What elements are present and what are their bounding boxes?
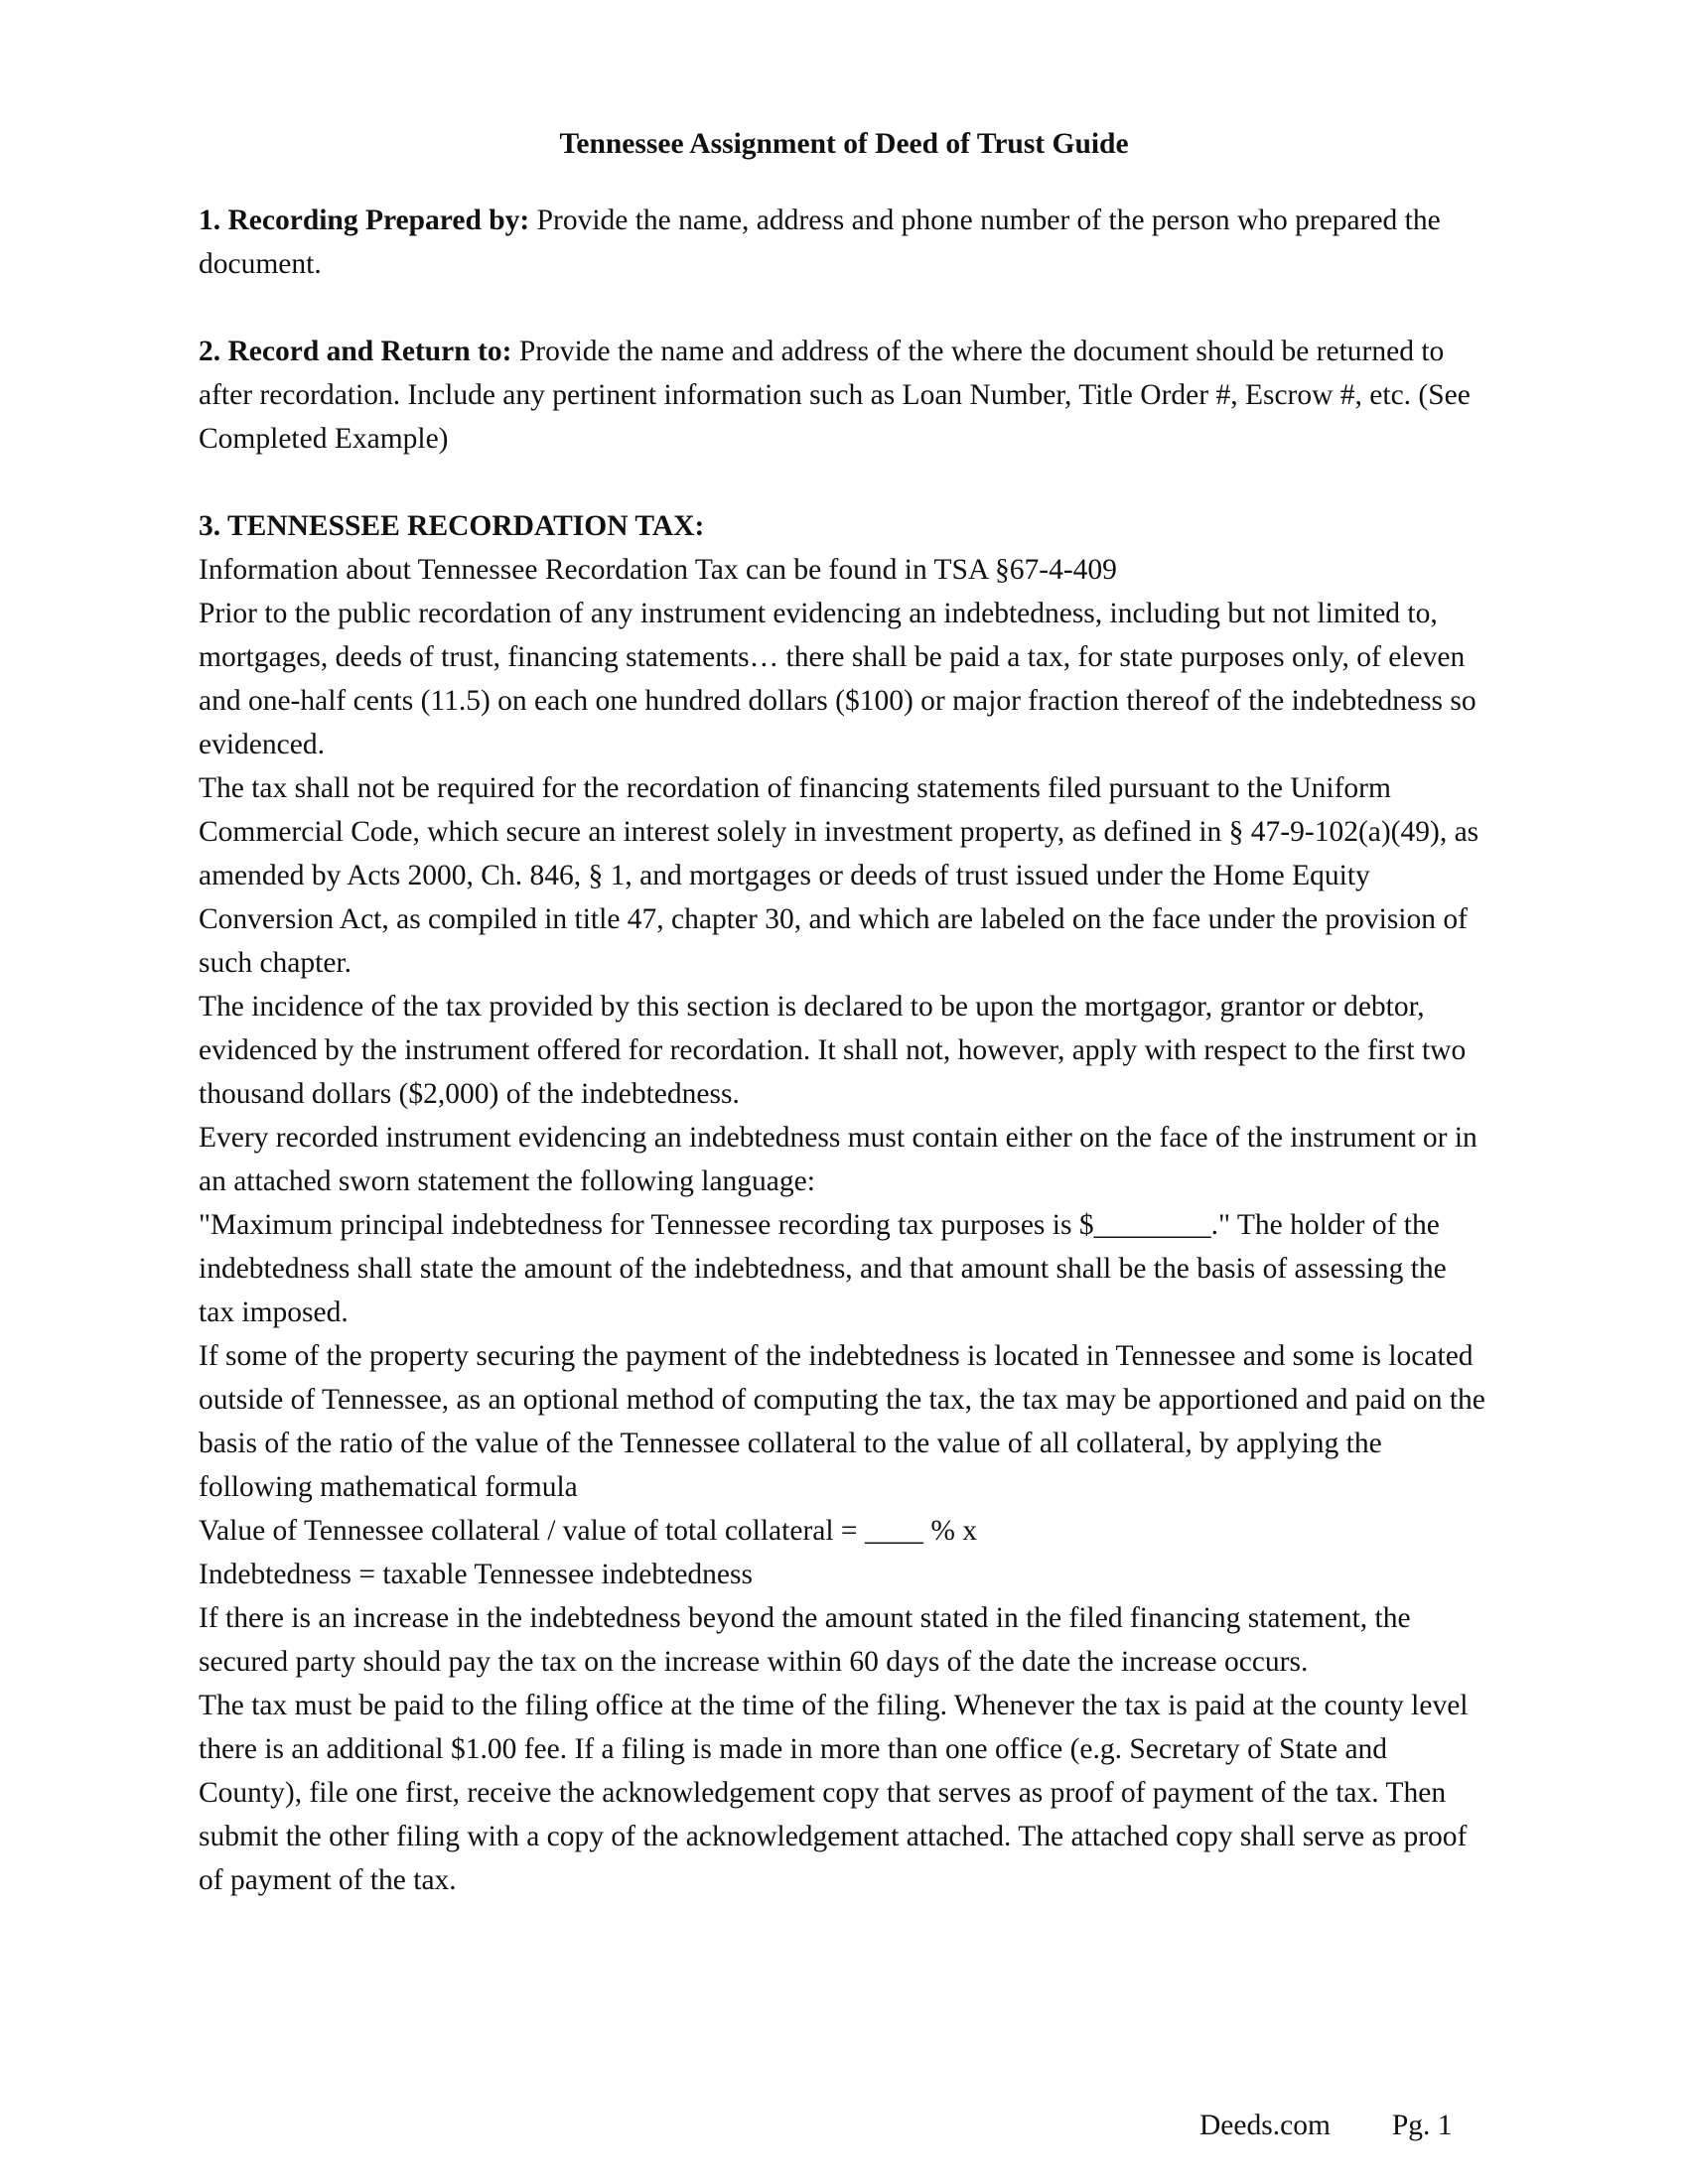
tax-paragraph-required-language: Every recorded instrument evidencing an indebtedness must contain either on the face of the instrument or in an attached sworn statement the following language: [199, 1122, 1477, 1197]
document-title: Tennessee Assignment of Deed of Trust Guide [559, 128, 1129, 160]
tax-formula-line-1: Value of Tennessee collateral / value of total collateral = ____ % x [199, 1515, 978, 1547]
document-body [199, 199, 1489, 1946]
footer-site-name: Deeds.com [1199, 2110, 1331, 2141]
section-heading: 3. TENNESSEE RECORDATION TAX: [199, 510, 705, 542]
tax-paragraph-exemptions: The tax shall not be required for the recordation of financing statements filed pursuant to the Uniform Commercial Code, which secure an interest solely in investment property, as defined in § 47-9-102(a)(49), as amended by Acts 2000, Ch. 846, § 1, and mortgages or deeds of trust issued under the Home Equity Conversion Act, as compiled in title 47, chapter 30, and which are labeled on the face under the provision of such chapter. [199, 772, 1479, 979]
tax-paragraph-apportionment: If some of the property securing the payment of the indebtedness is located in Tennessee and some is located outside of Tennessee, as an optional method of computing the tax, the tax may be apportioned and paid on the basis of the ratio of the value of the Tennessee collateral to the value of all collateral, by applying the following mathematical formula [199, 1340, 1485, 1503]
tax-paragraph-payment: The tax must be paid to the filing office at the time of the filing. Whenever the tax is paid at the county level there is an additional $1.00 fee. If a filing is made in more than one office (e.g. Secretary of State and County), file one first, receive the acknowledgement copy that serves as proof of payment of the tax. Then submit the other filing with a copy of the acknowledgement attached. The attached copy shall serve as proof of payment of the tax. [199, 1690, 1469, 1896]
footer-page-number: Pg. 1 [1391, 2110, 1453, 2141]
tax-paragraph-reference: Information about Tennessee Recordation Tax can be found in TSA §67-4-409 [199, 554, 1117, 586]
tax-paragraph-incidence: The incidence of the tax provided by this section is declared to be upon the mortgagor, grantor or debtor, evidenced by the instrument offered for recordation. It shall not, however, apply with respect to the first two thousand dollars ($2,000) of the indebtedness. [199, 991, 1467, 1110]
section-record-and-return-to [199, 330, 1489, 461]
page-footer [1199, 2104, 1453, 2147]
tax-paragraph-maximum-principal: "Maximum principal indebtedness for Tennessee recording tax purposes is $________." The holder of the indebtedness shall state the amount of the indebtedness, and that amount shall be the basis of assessing the tax imposed. [199, 1209, 1447, 1328]
section-text: Provide the name, address and phone number of the person who prepared the document. [199, 205, 1441, 280]
section-recordation-tax [199, 504, 1489, 1902]
section-label: 2. Record and Return to: [199, 336, 512, 367]
tax-paragraph-rate: Prior to the public recordation of any instrument evidencing an indebtedness, including but not limited to, mortgages, deeds of trust, financing statements… there shall be paid a tax, for state purposes only, of eleven and one-half cents (11.5) on each one hundred dollars ($100) or major fraction thereof of the indebtedness so evidenced. [199, 598, 1477, 760]
section-recording-prepared-by [199, 199, 1489, 286]
tax-paragraph-increase: If there is an increase in the indebtedness beyond the amount stated in the filed financing statement, the secured party should pay the tax on the increase within 60 days of the date the increase occurs. [199, 1602, 1411, 1678]
tax-formula-line-2: Indebtedness = taxable Tennessee indebtedness [199, 1559, 753, 1590]
section-label: 1. Recording Prepared by: [199, 205, 530, 236]
section-text: Provide the name and address of the where the document should be returned to after recordation. Include any pertinent information such as Loan Number, Title Order #, Escrow #, etc. (See Completed Example) [199, 336, 1471, 455]
